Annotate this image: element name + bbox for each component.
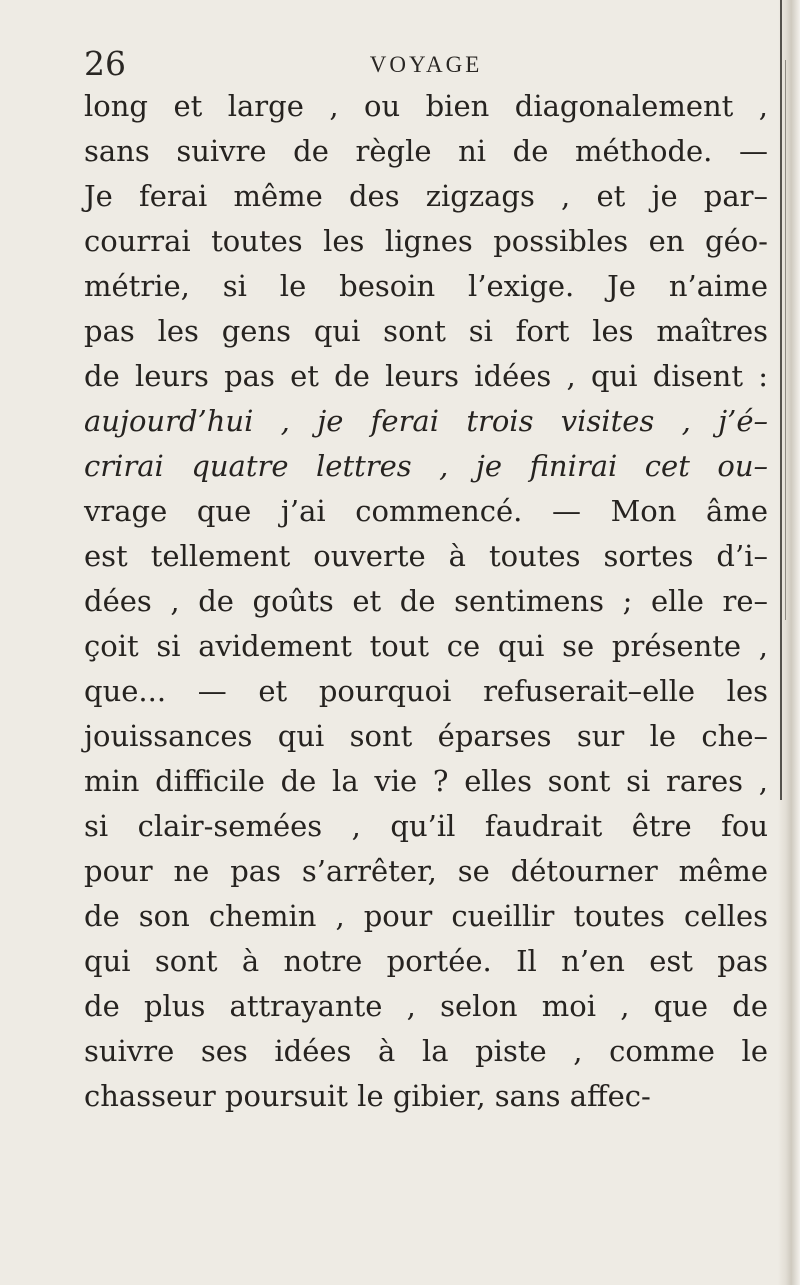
text-line-italic: crirai quatre lettres , je finirai cet ou–	[84, 449, 768, 483]
text-line: de plus attrayante , selon moi , que de	[84, 989, 768, 1023]
text-line: de leurs pas et de leurs idées , qui disent :	[84, 359, 768, 393]
text-line: pour ne pas s’arrêter, se détourner même	[84, 854, 768, 888]
text-line: qui sont à notre portée. Il n’en est pas	[84, 944, 768, 978]
text-line: courrai toutes les lignes possibles en géo-	[84, 224, 768, 258]
text-line: sans suivre de règle ni de méthode. —	[84, 134, 768, 168]
text-line: si clair-semées , qu’il faudrait être fou	[84, 809, 768, 843]
text-line: çoit si avidement tout ce qui se présente ,	[84, 629, 768, 663]
page-header	[84, 44, 768, 84]
text-line: que... — et pourquoi refuserait–elle les	[84, 674, 768, 708]
text-line: métrie, si le besoin l’exige. Je n’aime	[84, 269, 768, 303]
running-head: VOYAGE	[369, 52, 483, 77]
page-number: 26	[84, 44, 126, 83]
text-line: pas les gens qui sont si fort les maîtres	[84, 314, 768, 348]
text-line-mixed: vrage que j’ai commencé. — Mon âme	[84, 494, 768, 528]
page-edge-line	[780, 0, 782, 800]
page-edge-line-inner	[785, 60, 786, 620]
text-line: jouissances qui sont éparses sur le che–	[84, 719, 768, 753]
text-line-italic: aujourd’hui , je ferai trois visites , j’é–	[84, 404, 768, 438]
text-line: min difficile de la vie ? elles sont si rares ,	[84, 764, 768, 798]
text-line: de son chemin , pour cueillir toutes celles	[84, 899, 768, 933]
text-line: Je ferai même des zigzags , et je par–	[84, 179, 768, 213]
text-line: dées , de goûts et de sentimens ; elle re–	[84, 584, 768, 618]
text-line: long et large , ou bien diagonalement ,	[84, 89, 768, 123]
body-text	[84, 84, 768, 1119]
text-line: chasseur poursuit le gibier, sans affec-	[84, 1079, 651, 1113]
text-line: est tellement ouverte à toutes sortes d’i–	[84, 539, 768, 573]
text-line: suivre ses idées à la piste , comme le	[84, 1034, 768, 1068]
